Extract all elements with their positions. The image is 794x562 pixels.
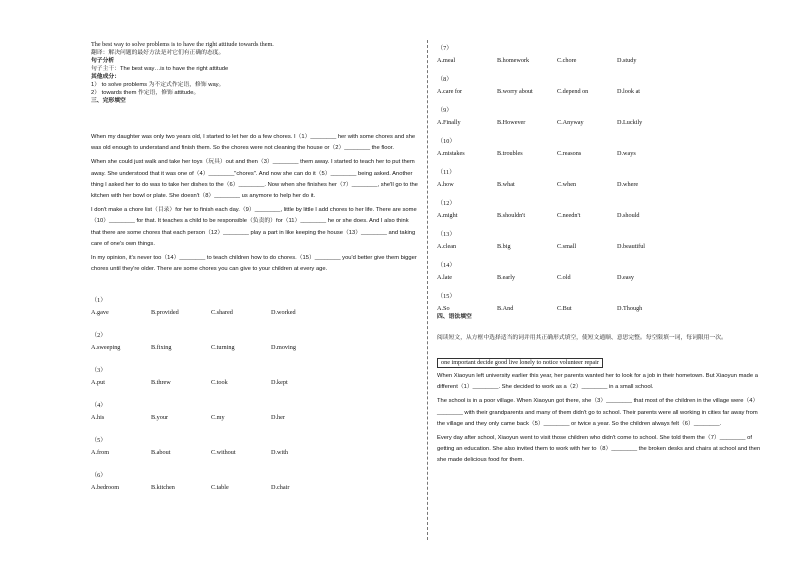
grammar-paragraph-3: Every day after school, Xiaoyun went to visit those children who didn't come to school. She told them the（7）________ of getting an education. She also invited them to work with her to（8）________ the broken desks and chairs at school and then she made delicious food for them. [437,435,761,464]
option-b: B.And [497,305,514,312]
question-block-8 [437,76,765,96]
question-options [437,57,765,65]
option-a: A.his [91,414,105,422]
option-c: C.But [557,305,572,312]
option-c: C.shared [211,309,233,317]
question-block-10 [437,138,765,158]
option-d: D.worked [271,309,296,317]
option-c: C.when [557,181,577,188]
question-options [437,212,765,220]
question-number: （2） [91,332,107,340]
option-d: D.Though [617,305,643,312]
sentence-trunk: 句子主干：The best way…is to have the right attitude [91,66,229,72]
cloze-paragraph-3: I don't make a chore list（目录）for her to finish each day.（9）________, little by little I add chores to her life. There are some（10）________ for that. It teaches a child to be responsible（负责的）for（11）________ he or she does. And I also think that there are some chores that each person（12）________ play a part in like keeping the house（13）________ and taking care of one's own things. [91,207,417,247]
question-block-13 [437,231,765,251]
component-note-2: 2） towards them 作定语，修饰 attitude。 [91,90,200,96]
grammar-paragraph-1: When Xiaoyun left university earlier this year, her parents wanted her to look for a job in their hometown. But Xiaoyun made a different（1）________. She decided to work as a（2）________ in a small school. [437,373,758,391]
intro-sentence: The best way to solve problems is to have the right attitude towards them. [91,41,274,48]
question-block-1 [91,297,419,317]
grammar-instructions: 阅读短文，从方框中选择适当的词并用其正确形式填空，使短文通顺、意思完整。每空限填一词，每词限用一次。 [437,335,727,341]
option-a: A.put [91,379,105,387]
component-note-1: 1） to solve problems 为不定式作定语，修饰 way。 [91,82,225,88]
question-number: （15） [437,293,456,300]
cloze-paragraph-1: When my daughter was only two years old, I started to let her do a few chores. I（1）________ her with some chores and she was old enough to understand and finish them. So the chores were not cleaning the house or（2）________ the floor. [91,134,416,152]
option-a: A.mistakes [437,150,465,157]
word-bank-box: one important decide good live lonely to notice volunteer repair [437,358,603,368]
question-options [437,274,765,282]
option-c: C.took [211,379,228,387]
question-options [437,243,765,251]
option-d: D.moving [271,344,296,352]
option-b: B.fixing [151,344,172,352]
option-d: D.study [617,57,637,64]
cloze-section-title: 三、完形填空 [91,98,126,104]
question-options [91,449,419,457]
option-b: B.worry about [497,88,533,95]
option-b: B.However [497,119,526,126]
question-options [91,379,419,387]
question-options [437,181,765,189]
question-block-14 [437,262,765,282]
option-d: D.easy [617,274,635,281]
option-c: C.my [211,414,225,422]
option-d: D.where [617,181,639,188]
option-c: C.turning [211,344,235,352]
option-c: C.Anyway [557,119,584,126]
question-number: （14） [437,262,456,269]
option-a: A.So [437,305,450,312]
option-b: B.your [151,414,169,422]
option-b: B.kitchen [151,484,175,492]
cloze-paragraph-4: In my opinion, it's never too（14）________ to teach children how to do chores.（15）________ you'd better give them bigger chores until they're older. There are some chores you can give to your children at every age. [91,255,417,273]
option-b: B.troubles [497,150,523,157]
option-a: A.gave [91,309,109,317]
option-b: B.early [497,274,516,281]
option-b: B.big [497,243,511,250]
question-options [91,344,419,352]
column-divider [427,40,428,540]
question-number: （6） [91,472,107,480]
option-d: D.ways [617,150,636,157]
option-d: D.beautiful [617,243,646,250]
option-c: C.old [557,274,571,281]
question-number: （1） [91,297,107,305]
left-column [91,41,419,492]
question-number: （4） [91,402,107,410]
option-a: A.care for [437,88,463,95]
option-a: A.from [91,449,110,457]
option-d: D.should [617,212,640,219]
other-components-heading: 其他成分： [91,74,120,80]
option-c: C.needn't [557,212,581,219]
question-number: （10） [437,138,456,145]
question-block-15 [437,293,765,313]
option-b: B.threw [151,379,171,387]
option-c: C.table [211,484,229,492]
sentence-analysis-heading: 句子分析 [91,58,115,64]
question-block-2 [91,332,419,352]
grammar-paragraph-2: The school is in a poor village. When Xiaoyun got there, she（3）________ that most of the children in the village were（4）________ with their grandparents and many of them didn't go to school. Their parents were all working in cities far away from the village and they only came back（5）________ or twice a year. So the children always felt（6）________. [437,398,759,427]
option-a: A.bedroom [91,484,120,492]
option-d: D.chair [271,484,290,492]
question-number: （7） [437,45,453,52]
question-options [437,150,765,158]
option-b: B.shouldn't [497,212,526,219]
option-b: B.provided [151,309,179,317]
option-b: B.homework [497,57,530,64]
question-number: （5） [91,437,107,445]
question-options [91,414,419,422]
question-number: （9） [437,107,453,114]
option-a: A.meal [437,57,456,64]
question-options [437,88,765,96]
question-block-9 [437,107,765,127]
option-c: C.without [211,449,236,457]
option-d: D.with [271,449,289,457]
intro-translation: 翻译：解决问题的最好方法是对它们有正确的态度。 [91,50,225,56]
option-a: A.how [437,181,454,188]
option-d: D.kept [271,379,288,387]
question-number: （13） [437,231,456,238]
option-a: A.sweeping [91,344,121,352]
option-a: A.late [437,274,452,281]
option-d: D.look at [617,88,641,95]
question-block-3 [91,367,419,387]
question-number: （12） [437,200,456,207]
question-number: （11） [437,169,456,176]
grammar-section-title: 四、语法填空 [437,314,472,320]
question-options [437,119,765,127]
option-a: A.clean [437,243,457,250]
option-c: C.chore [557,57,577,64]
option-c: C.reasons [557,150,582,157]
option-b: B.what [497,181,515,188]
option-c: C.small [557,243,577,250]
option-d: D.her [271,414,285,422]
option-d: D.Luckily [617,119,643,126]
question-number: （3） [91,367,107,375]
cloze-paragraph-2: When she could just walk and take her toys（玩具）out and then（3）________ them away. I started to teach her to put them away. She understood that it was one of（4）________"chores". And now she can do it（5）________ being asked. Another thing I asked her to do was to take her dishes to the（6）________. Now when she finishes her（7）________, she'll go to the kitchen with her bowl or plate. She doesn't（8）________ us anymore to help her do it. [91,159,418,200]
option-c: C.depend on [557,88,589,95]
question-block-7 [437,45,765,65]
right-column [437,45,765,467]
question-block-5 [91,437,419,457]
question-block-11 [437,169,765,189]
question-options [437,305,765,313]
question-block-12 [437,200,765,220]
question-block-4 [91,402,419,422]
option-a: A.might [437,212,458,219]
option-b: B.about [151,449,171,457]
question-block-6 [91,472,419,492]
question-options [91,309,419,317]
option-a: A.Finally [437,119,461,126]
question-number: （8） [437,76,453,83]
question-options [91,484,419,492]
